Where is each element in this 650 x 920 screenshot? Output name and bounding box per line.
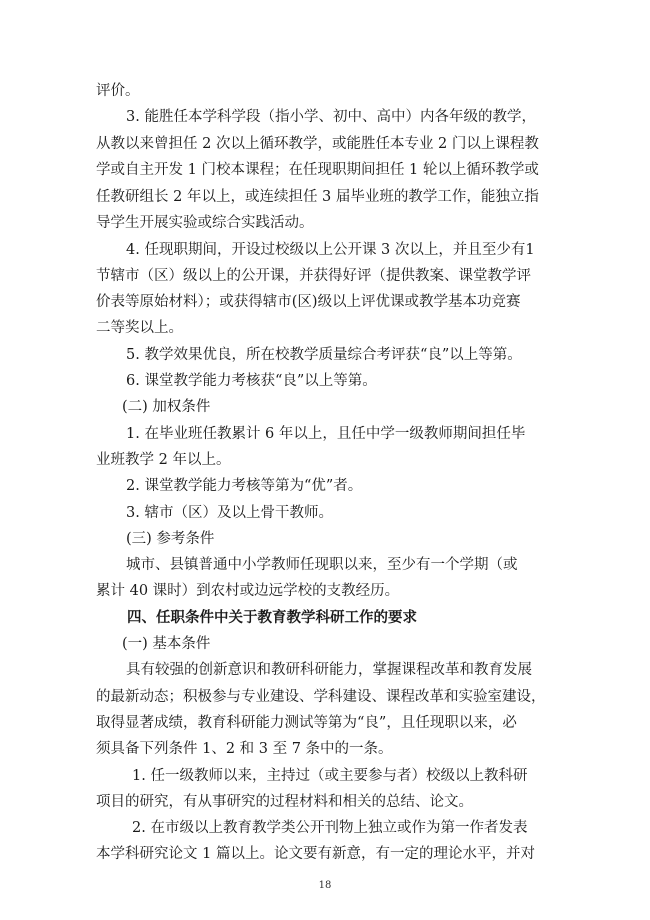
subheading: (一) 基本条件 [122, 636, 211, 652]
text-line: 3. 能胜任本学科学段（指小学、初中、高中）内各年级的教学， [126, 109, 536, 125]
text-line: 城市、县镇普通中小学教师任现职以来，至少有一个学期（或 [126, 557, 518, 573]
text-line: 取得显著成绩，教育科研能力测试等第为“良”，且任现职以来，必 [96, 715, 517, 731]
text-line: 导学生开展实验或综合实践活动。 [96, 215, 314, 231]
text-line: 2. 在市级以上教育教学类公开刊物上独立或作为第一作者发表 [132, 820, 528, 836]
text-line: 价表等原始材料）；或获得辖市(区)级以上评优课或教学基本功竞赛 [96, 294, 521, 310]
text-line: 二等奖以上。 [96, 320, 183, 336]
text-line: 任教研组长 2 年以上，或连续担任 3 届毕业班的教学工作，能独立指 [96, 189, 539, 205]
text-line: 3. 辖市（区）及以上骨干教师。 [126, 505, 333, 521]
section-heading: 四、任职条件中关于教育教学科研工作的要求 [127, 609, 417, 626]
text-line: 本学科研究论文 1 篇以上。论文要有新意，有一定的理论水平，并对 [96, 846, 535, 862]
text-line: 2. 课堂教学能力考核等第为“优”者。 [126, 478, 363, 494]
page-number: 18 [318, 880, 332, 891]
text-line: 累计 40 课时）到农村或边远学校的支教经历。 [96, 583, 400, 599]
text-line: 项目的研究，有从事研究的过程材料和相关的总结、论文。 [96, 794, 473, 810]
subheading: (三) 参考条件 [126, 531, 215, 547]
text-line: 1. 任一级教师以来，主持过（或主要参与者）校级以上教科研 [132, 768, 528, 784]
text-line: 6. 课堂教学能力考核获“良”以上等第。 [126, 373, 377, 389]
text-line: 评价。 [96, 83, 140, 99]
text-line: 业班教学 2 年以上。 [96, 452, 231, 468]
text-line: 4. 任现职期间，开设过校级以上公开课 3 次以上，并且至少有1 [126, 242, 535, 258]
text-line: 学或自主开发 1 门校本课程；在任现职期间担任 1 轮以上循环教学或 [96, 162, 539, 178]
subheading: (二) 加权条件 [122, 399, 211, 415]
text-line: 须具备下列条件 1、2 和 3 至 7 条中的一条。 [96, 741, 393, 757]
text-line: 节辖市（区）级以上的公开课，并获得好评（提供教案、课堂教学评 [96, 268, 531, 284]
text-line: 从教以来曾担任 2 次以上循环教学，或能胜任本专业 2 门以上课程教 [96, 136, 539, 152]
text-line: 的最新动态；积极参与专业建设、学科建设、课程改革和实验室建设， [96, 689, 546, 705]
text-line: 具有较强的创新意识和教研科研能力，掌握课程改革和教育发展 [126, 662, 532, 678]
text-line: 1. 在毕业班任教累计 6 年以上，且任中学一级教师期间担任毕 [126, 426, 526, 442]
text-line: 5. 教学效果优良，所在校教学质量综合考评获“良”以上等第。 [126, 347, 522, 363]
